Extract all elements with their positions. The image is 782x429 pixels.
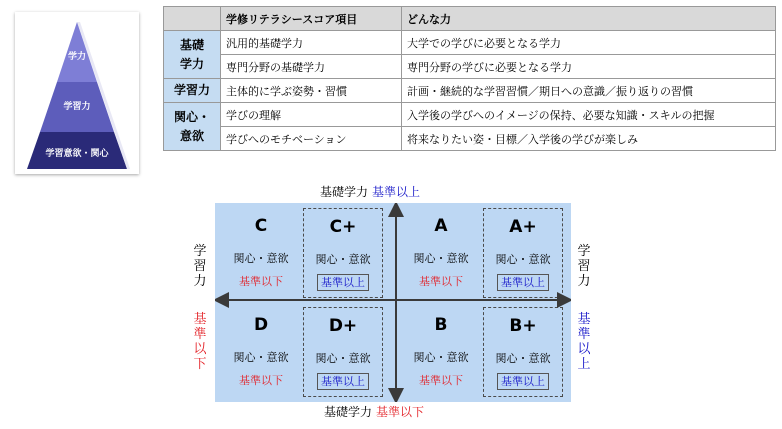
level-above: 基準以上 bbox=[304, 373, 382, 390]
table-cell-desc: 将来なりたい姿・目標／入学後の学びが楽しみ bbox=[402, 127, 776, 151]
table-row bbox=[164, 127, 776, 151]
interest-label: 関心・意欲 bbox=[413, 252, 469, 265]
axis-right-value: 基 準 以 上 bbox=[577, 312, 591, 372]
interest-label: 関心・意欲 bbox=[315, 253, 371, 266]
interest-label: 関心・意欲 bbox=[495, 253, 551, 266]
grade-label: A+ bbox=[509, 217, 537, 237]
header-score-item: 学修リテラシースコア項目 bbox=[221, 7, 402, 31]
literacy-score-table bbox=[163, 6, 776, 151]
grade-label: C bbox=[254, 216, 268, 236]
level-above: 基準以上 bbox=[484, 373, 562, 390]
level-below: 基準以下 bbox=[239, 275, 283, 288]
category-gakushuryoku: 学習力 bbox=[164, 79, 221, 103]
grade-matrix bbox=[215, 203, 571, 402]
grade-label: A bbox=[434, 216, 448, 236]
axis-left-value: 基 準 以 下 bbox=[193, 312, 207, 372]
table-row bbox=[164, 55, 776, 79]
header-blank bbox=[164, 7, 221, 31]
level-above: 基準以上 bbox=[484, 274, 562, 291]
table-cell-item: 専門分野の基礎学力 bbox=[221, 55, 402, 79]
axis-top-title: 基礎学力 bbox=[320, 185, 369, 199]
table-cell-desc: 大学での学びに必要となる学力 bbox=[402, 31, 776, 55]
axis-top-value: 基準以上 bbox=[372, 185, 421, 199]
pyramid-label-gakushuryoku: 学習力 bbox=[63, 102, 91, 112]
level-below: 基準以下 bbox=[419, 275, 463, 288]
grade-label: B bbox=[434, 315, 448, 335]
table-cell-item: 学びへのモチベーション bbox=[221, 127, 402, 151]
matrix-axes bbox=[215, 203, 571, 402]
pyramid-label-iyoku-kanshin: 学習意欲・関心 bbox=[45, 149, 109, 159]
table-row bbox=[164, 79, 776, 103]
interest-label: 関心・意欲 bbox=[233, 252, 289, 265]
ability-pyramid bbox=[15, 12, 139, 174]
grade-label: D bbox=[253, 315, 269, 335]
table-cell-item: 主体的に学ぶ姿勢・習慣 bbox=[221, 79, 402, 103]
interest-label: 関心・意欲 bbox=[495, 352, 551, 365]
interest-label: 関心・意欲 bbox=[413, 351, 469, 364]
level-below: 基準以下 bbox=[239, 374, 283, 387]
axis-right-title: 学 習 力 bbox=[577, 244, 591, 289]
grade-label: B+ bbox=[509, 316, 537, 336]
table-cell-item: 汎用的基礎学力 bbox=[221, 31, 402, 55]
axis-left-title: 学 習 力 bbox=[193, 244, 207, 289]
table-header-row bbox=[164, 7, 776, 31]
table-cell-desc: 計画・継続的な学習習慣／期日への意識／振り返りの習慣 bbox=[402, 79, 776, 103]
axis-top-label bbox=[320, 183, 420, 200]
grade-label: C+ bbox=[329, 217, 357, 237]
table-cell-item: 学びの理解 bbox=[221, 103, 402, 127]
table-cell-desc: 入学後の学びへのイメージの保持、必要な知識・スキルの把握 bbox=[402, 103, 776, 127]
axis-bottom-title: 基礎学力 bbox=[324, 405, 373, 419]
interest-label: 関心・意欲 bbox=[233, 351, 289, 364]
level-below: 基準以下 bbox=[419, 374, 463, 387]
interest-label: 関心・意欲 bbox=[315, 352, 371, 365]
level-above: 基準以上 bbox=[304, 274, 382, 291]
category-kiso-gakuryoku: 基礎 学力 bbox=[164, 31, 221, 79]
table-row bbox=[164, 31, 776, 55]
table-cell-desc: 専門分野の学びに必要となる学力 bbox=[402, 55, 776, 79]
axis-bottom-value: 基準以下 bbox=[376, 405, 425, 419]
header-ability: どんな力 bbox=[402, 7, 776, 31]
grade-label: D+ bbox=[328, 316, 358, 336]
table-row bbox=[164, 103, 776, 127]
axis-bottom-label bbox=[324, 403, 424, 420]
pyramid-label-gakuryoku: 学力 bbox=[67, 52, 86, 62]
category-kanshin-iyoku: 関心・ 意欲 bbox=[164, 103, 221, 151]
